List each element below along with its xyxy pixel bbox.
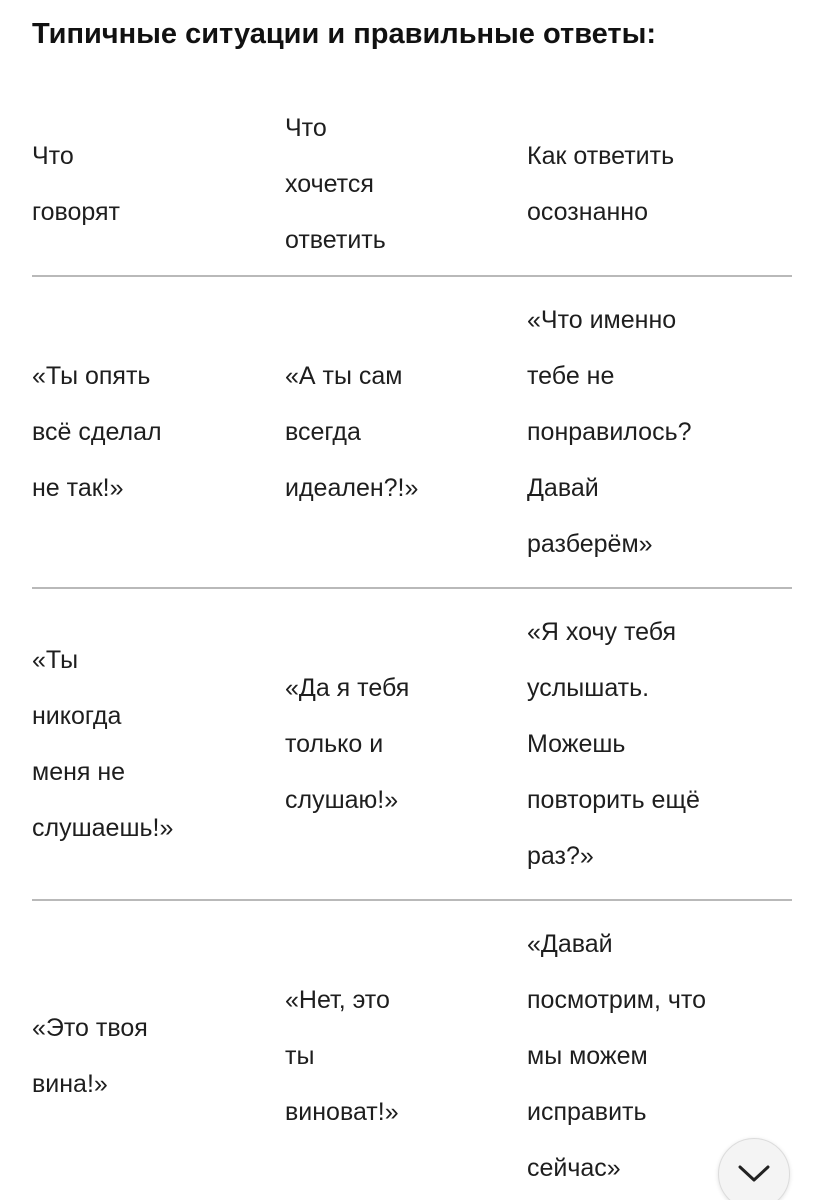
scroll-down-button[interactable]	[718, 1138, 790, 1200]
table-cell-mindful-answer: «Что именно тебе не понравилось? Давай разберём»	[527, 306, 692, 558]
column-header-want-to-answer: Что хочется ответить	[285, 113, 386, 254]
table-cell-mindful-answer: «Давай посмотрим, что мы можем исправить сейчас»	[527, 930, 706, 1182]
table-cell-want-to-answer: «Да я тебя только и слушаю!»	[285, 674, 410, 814]
column-header-mindful-answer: Как ответить осознанно	[527, 141, 675, 226]
table-cell-want-to-answer: «Нет, это ты виноват!»	[285, 986, 399, 1126]
situations-table	[32, 92, 792, 1200]
table-cell-what-they-say: «Ты опять всё сделал не так!»	[32, 362, 162, 502]
table-header-row	[32, 92, 792, 277]
chevron-down-icon	[737, 1164, 771, 1184]
table-cell-what-they-say: «Это твоя вина!»	[32, 1014, 148, 1098]
table-row	[32, 277, 792, 589]
table-row	[32, 901, 792, 1200]
page-title: Типичные ситуации и правильные ответы:	[32, 18, 657, 50]
table-cell-mindful-answer: «Я хочу тебя услышать. Можешь повторить ещё раз?»	[527, 618, 700, 870]
table-cell-what-they-say: «Ты никогда меня не слушаешь!»	[32, 646, 174, 842]
table-row	[32, 589, 792, 901]
table-cell-want-to-answer: «А ты сам всегда идеален?!»	[285, 362, 419, 502]
column-header-what-they-say: Что говорят	[32, 141, 120, 226]
